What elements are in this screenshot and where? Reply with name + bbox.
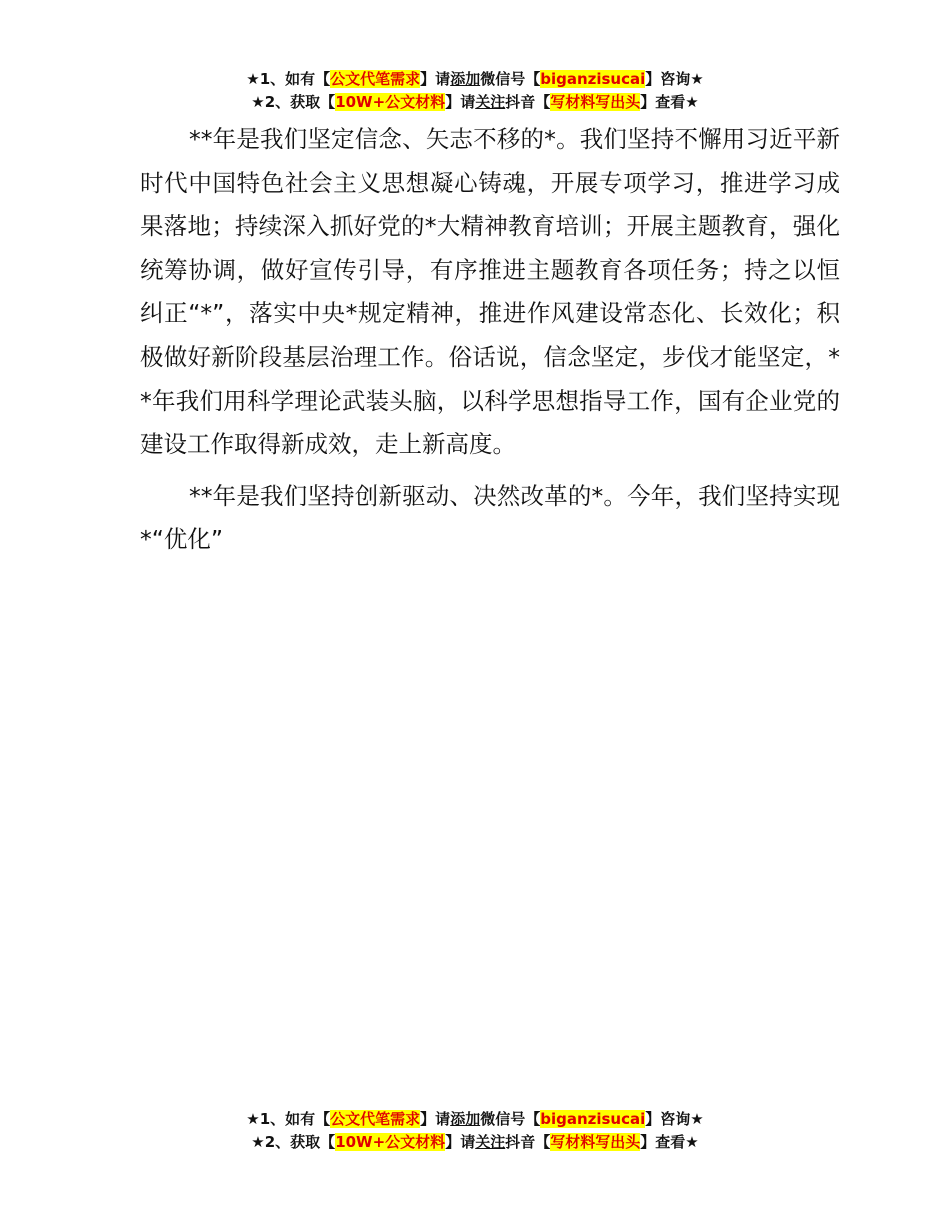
banner-text: 微信号【 — [480, 70, 541, 88]
banner-underlined: 添加 — [450, 1110, 481, 1128]
banner-highlight: 公文代笔需求 — [330, 70, 421, 88]
banner-text: 】查看★ — [640, 1133, 699, 1151]
footer-line-2 — [0, 1131, 950, 1154]
banner-text: 】请 — [445, 93, 476, 111]
banner-highlight: 公文代笔需求 — [330, 1110, 421, 1128]
footer-line-1 — [0, 1108, 950, 1131]
banner-text: 】咨询★ — [645, 1110, 704, 1128]
banner-wechat-id: biganzisucai — [540, 1110, 646, 1128]
banner-wechat-id: biganzisucai — [540, 70, 646, 88]
banner-highlight: 10W+公文材料 — [335, 93, 446, 111]
banner-douyin-id: 写材料写出头 — [550, 93, 641, 111]
paragraph-1: **年是我们坚定信念、矢志不移的*。我们坚持不懈用习近平新时代中国特色社会主义思想凝心铸魂，开展专项学习，推进学习成果落地；持续深入抓好党的*大精神教育培训；开展主题教育，强化统筹协调，做好宣传引导，有序推进主题教育各项任务；持之以恒纠正“*”，落实中央*规定精神，推进作风建设常态化、长效化；积极做好新阶段基层治理工作。俗话说，信念坚定，步伐才能坚定，**年我们用科学理论武装头脑，以科学思想指导工作，国有企业党的建设工作取得新成效，走上新高度。 — [140, 125, 840, 459]
banner-underlined: 关注 — [475, 1133, 506, 1151]
banner-text: ★2、获取【 — [251, 93, 336, 111]
banner-text: ★2、获取【 — [251, 1133, 336, 1151]
banner-text: 】请 — [420, 1110, 451, 1128]
banner-text: 】请 — [420, 70, 451, 88]
footer-banner — [0, 1108, 950, 1154]
banner-text: 】咨询★ — [645, 70, 704, 88]
document-body — [140, 118, 840, 570]
banner-text: ★1、如有【 — [246, 1110, 331, 1128]
banner-douyin-id: 写材料写出头 — [550, 1133, 641, 1151]
banner-text: 微信号【 — [480, 1110, 541, 1128]
banner-highlight: 10W+公文材料 — [335, 1133, 446, 1151]
header-line-2 — [0, 91, 950, 114]
banner-underlined: 关注 — [475, 93, 506, 111]
banner-underlined: 添加 — [450, 70, 481, 88]
banner-text: 】请 — [445, 1133, 476, 1151]
header-banner — [0, 68, 950, 114]
banner-text: ★1、如有【 — [246, 70, 331, 88]
banner-text: 抖音【 — [505, 93, 551, 111]
paragraph-2: **年是我们坚持创新驱动、决然改革的*。今年，我们坚持实现*“优化” — [140, 481, 840, 554]
banner-text: 抖音【 — [505, 1133, 551, 1151]
header-line-1 — [0, 68, 950, 91]
banner-text: 】查看★ — [640, 93, 699, 111]
